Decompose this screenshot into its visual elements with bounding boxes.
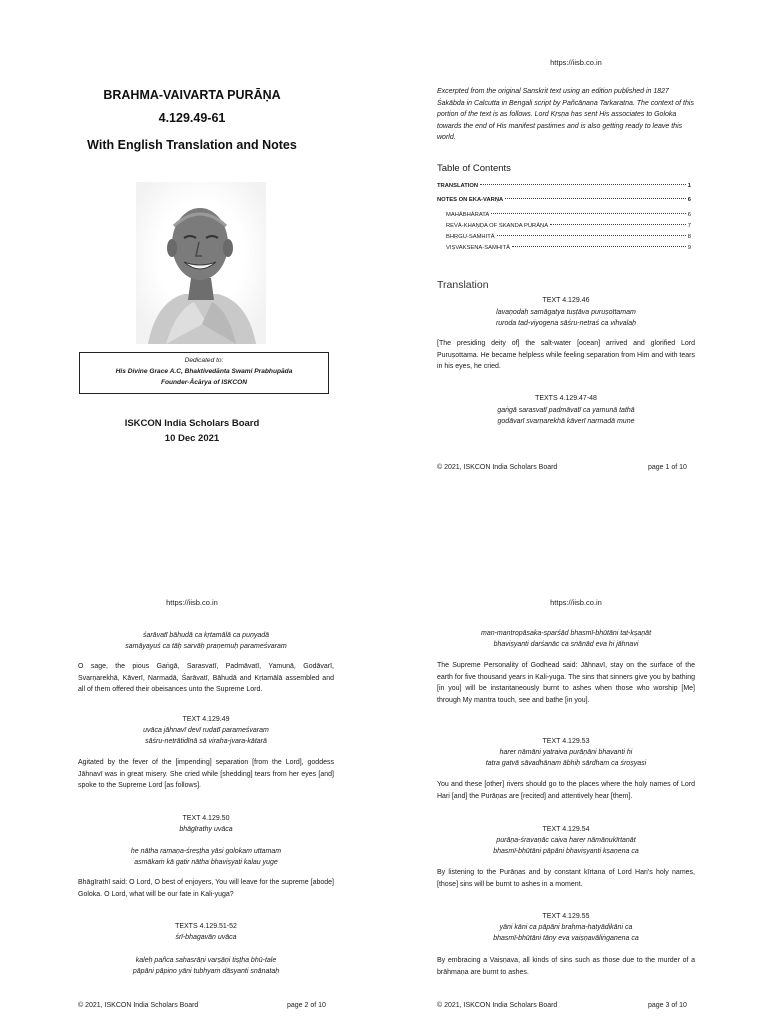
toc-entry-page: 6: [687, 212, 691, 218]
translation-paragraph: Bhāgīrathī said: O Lord, O best of enjoyers, You will leave for the supreme [abode] Goloka. O Lord, what will be our fate in Kali-yuga?: [78, 879, 334, 898]
toc-heading: Table of Contents: [437, 163, 511, 174]
toc-entry-page: 1: [687, 183, 691, 189]
page-footer-copyright: © 2021, ISKCON India Scholars Board: [437, 464, 558, 471]
toc-dot-leader: [505, 198, 686, 199]
verse-line: he nātha ramaṇa-śreṣṭha yāsi golokam uttamam: [130, 848, 282, 855]
verse-line: godāvarī svarṇarekhā kāverī narmadā mune: [497, 418, 635, 425]
translation-paragraph: [The presiding deity of] the salt-water [ocean] arrived and glorified Lord Puruṣottama. He became helpless while feeling separation from Him and with tears in his eyes, he cried.: [437, 340, 695, 370]
cover-page: [0, 0, 384, 512]
verse-line: bhasmī-bhūtāni tāny eva vaiṣṇavāliṅganena ca: [493, 935, 639, 942]
toc-entry[interactable]: [446, 223, 691, 229]
page-url-link[interactable]: https://iisb.co.in: [550, 598, 602, 607]
page-url-link[interactable]: https://iisb.co.in: [166, 598, 218, 607]
toc-dot-leader: [512, 246, 686, 247]
toc-entry-label: MAHĀBHĀRATA: [446, 212, 490, 218]
toc-entry-page: 6: [687, 197, 691, 203]
translation-paragraph: You and these [other] rivers should go to the places where the holy names of Lord Hari [and] the Purāṇas are [recited] and attentively hear [them].: [437, 781, 695, 800]
intro-paragraph: Excerpted from the original Sanskrit text using an edition published in 1827 Śakābda in Calcutta in Bengali script by Pañcānana Tarkaratna. The context of this portion of the text is as follows. Lord Kṛṣṇa has sent His associates to Goloka towards the end of His manifest pastimes and is also getting ready to leave this world.: [437, 88, 694, 141]
cover-organization: ISKCON India Scholars Board: [124, 418, 260, 429]
cover-title-line1: BRAHMA-VAIVARTA PURĀṆA: [103, 88, 281, 102]
toc-entry[interactable]: [446, 245, 691, 251]
translation-paragraph: The Supreme Personality of Godhead said: Jāhnavī, stay on the surface of the earth for five thousand years in Kali-yuga. The sins that sinners give you by bathing [in you] will be instantaneously burnt to ashes when those who worship [Me] through My mantra touch, see and bathe [in you].: [437, 662, 695, 704]
toc-entry-page: 8: [687, 234, 691, 240]
toc-dot-leader: [550, 224, 686, 225]
toc-dot-leader: [497, 235, 686, 236]
cover-title-line3: With English Translation and Notes: [87, 138, 297, 152]
portrait-photo: [136, 182, 266, 344]
verse-line: pāpāni pāpino yāni tubhyaṁ dāsyanti snānataḥ: [132, 968, 280, 975]
text-reference: TEXT 4.129.55: [542, 913, 590, 920]
translation-paragraph: Agitated by the fever of the [impending] separation [from the Lord], goddess Jāhnavī was in great misery. She cried while [shedding] tears from her eyes [and] spoke to the Supreme Lord [as follows].: [78, 759, 334, 789]
verse-line: lavaṇodaḥ samāgatya tuṣṭāva puruṣottamam: [496, 309, 636, 316]
verse-line: kaleḥ pañca sahasrāṇi varṣāṇi tiṣṭha bhū-tale: [135, 957, 277, 964]
page-footer-copyright: © 2021, ISKCON India Scholars Board: [78, 1002, 199, 1009]
section-heading-translation: Translation: [437, 279, 489, 291]
text-reference: TEXT 4.129.54: [542, 826, 590, 833]
verse-line: purāṇa-śravaṇāc caiva harer nāmānukīrtanāt: [496, 837, 636, 844]
verse-line: gaṅgā sarasvatī padmāvatī ca yamunā tathā: [497, 407, 635, 414]
translation-paragraph: By embracing a Vaiṣṇava, all kinds of sins such as those due to the murder of a brāhmaṇa are burnt to ashes.: [437, 957, 695, 976]
text-reference: TEXT 4.129.46: [542, 297, 590, 304]
toc-entry-page: 7: [687, 223, 691, 229]
verse-line: tatra gatvā sāvadhānam ābhiḥ sārdham ca śroṣyasi: [485, 760, 647, 767]
verse-line: man-mantropāsaka-sparśād bhasmī-bhūtāni tat-kṣaṇāt: [480, 630, 652, 637]
translation-paragraph: By listening to the Purāṇas and by constant kīrtana of Lord Hari's holy names, [those] sins will be burnt to ashes in a moment.: [437, 869, 695, 888]
translation-paragraph: O sage, the pious Gaṅgā, Sarasvatī, Padmāvatī, Yamunā, Godāvarī, Svarṇarekhā, Kāverī, Narmadā, Śarāvatī, Bāhudā and Kṛtamālā assembled and all of them offered their obeisances unto the Supreme Lord.: [78, 663, 334, 693]
page-footer-copyright: © 2021, ISKCON India Scholars Board: [437, 1002, 558, 1009]
text-reference: TEXTS 4.129.47-48: [535, 395, 597, 402]
toc-entry-page: 9: [687, 245, 691, 251]
dedication-name: His Divine Grace A.C, Bhaktivedānta Swami Prabhupāda: [115, 368, 293, 375]
page-1: [384, 0, 768, 512]
verse-line: uvāca jāhnavī devī rudatī parameśvaram: [143, 727, 269, 734]
toc-entry[interactable]: [437, 197, 691, 203]
verse-line: ruroda tad-viyogena sāśru-netraś ca vihvalaḥ: [495, 320, 637, 327]
speaker-line: bhāgīrathy uvāca: [179, 826, 233, 833]
text-reference: TEXT 4.129.49: [182, 716, 230, 723]
dedication-box: [79, 352, 329, 394]
dedication-label: Dedicated to:: [184, 357, 224, 364]
page-url-link[interactable]: https://iisb.co.in: [550, 58, 602, 67]
verse-line: asmākaṁ kā gatir nātha bhaviṣyati kalau yuge: [134, 859, 278, 866]
toc-entry-label: NOTES ON EKA-VARṆA: [437, 197, 504, 203]
toc-entry-label: BHṚGU-SAṀHITĀ: [446, 234, 495, 240]
verse-line: bhasmī-bhūtāni pāpāni bhaviṣyanti kṣaṇena ca: [493, 848, 639, 855]
page-footer-number: page 3 of 10: [648, 1002, 687, 1009]
text-reference: TEXT 4.129.53: [542, 738, 590, 745]
verse-line: harer nāmāni yatraiva purāṇāni bhavanti hi: [499, 749, 633, 756]
cover-title-line2: 4.129.49-61: [158, 111, 226, 125]
toc-entry-label: VIṢVAKSENA-SAṀHITĀ: [446, 245, 510, 251]
text-reference: TEXTS 4.129.51-52: [175, 923, 237, 930]
toc-entry[interactable]: [437, 183, 691, 189]
speaker-line: śrī-bhagavān uvāca: [175, 934, 237, 941]
dedication-title: Founder-Ācārya of ISKCON: [160, 379, 248, 386]
verse-line: yāni kāni ca pāpāni brahma-hatyādikāni ca: [499, 924, 633, 931]
page-footer-number: page 2 of 10: [287, 1002, 326, 1009]
toc-entry[interactable]: [446, 234, 691, 240]
verse-line: śarāvatī bāhudā ca kṛtamālā ca puṇyadā: [142, 632, 270, 639]
toc-entry[interactable]: [446, 212, 691, 218]
toc-dot-leader: [491, 213, 685, 214]
page-footer-number: page 1 of 10: [648, 464, 687, 471]
text-reference: TEXT 4.129.50: [182, 815, 230, 822]
verse-line: sāśru-netrātidīnā sā viraha-jvara-kātarā: [145, 738, 267, 745]
toc-dot-leader: [480, 184, 686, 185]
verse-line: bhaviṣyanti darśanāc ca snānād eva hi jāhnavi: [493, 641, 639, 648]
verse-line: samāyayuś ca tāḥ sarvāḥ praṇemuḥ parameśvaram: [125, 643, 287, 650]
toc-entry-label: REVĀ-KHAṆḌA OF SKANDA PURĀṆA: [446, 223, 549, 229]
toc-entry-label: TRANSLATION: [437, 183, 479, 189]
cover-date: 10 Dec 2021: [164, 433, 220, 444]
